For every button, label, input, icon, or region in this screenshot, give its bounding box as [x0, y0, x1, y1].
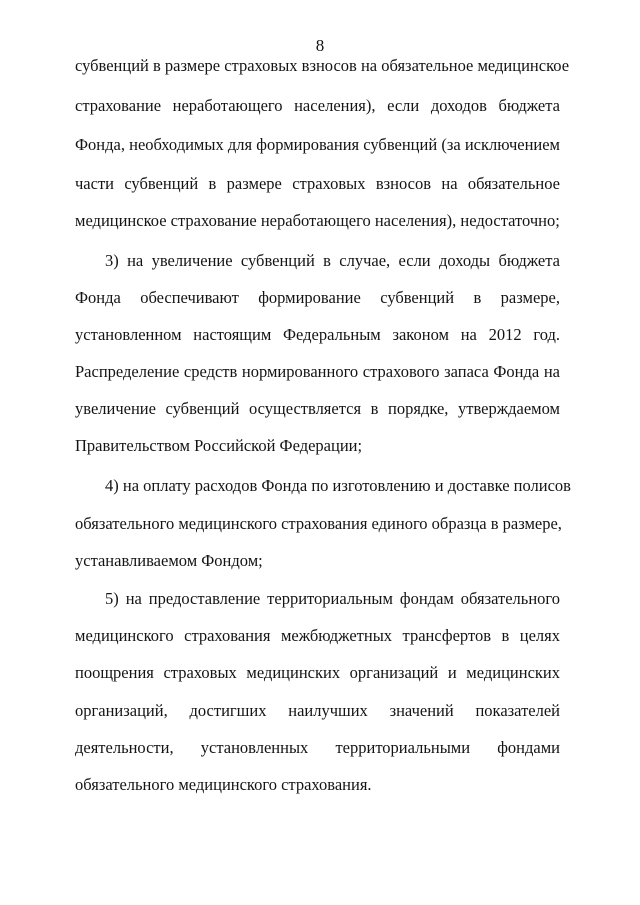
text-line: устанавливаемом Фондом; — [75, 551, 263, 570]
text-line: обязательного медицинского страхования единого образца в размере, — [75, 514, 562, 533]
text-line: медицинского страхования межбюджетных трансфертов в целях — [75, 626, 560, 645]
text-line: 3) на увеличение субвенций в случае, если доходы бюджета — [105, 251, 560, 270]
text-line: страхование неработающего населения), если доходов бюджета — [75, 96, 560, 115]
text-line: установленном настоящим Федеральным законом на 2012 год. — [75, 325, 560, 344]
text-line: Фонда, необходимых для формирования субвенций (за исключением — [75, 135, 560, 154]
text-line: поощрения страховых медицинских организаций и медицинских — [75, 663, 560, 682]
text-line: Распределение средств нормированного страхового запаса Фонда на — [75, 362, 560, 381]
text-line: Правительством Российской Федерации; — [75, 436, 363, 455]
text-line: обязательного медицинского страхования. — [75, 775, 372, 794]
text-line: Фонда обеспечивают формирование субвенций в размере, — [75, 288, 560, 307]
text-line: увеличение субвенций осуществляется в порядке, утверждаемом — [75, 399, 560, 418]
text-line: медицинское страхование неработающего населения), недостаточно; — [75, 211, 560, 230]
text-line: части субвенций в размере страховых взносов на обязательное — [75, 174, 560, 193]
text-line: 5) на предоставление территориальным фондам обязательного — [105, 589, 560, 608]
text-line: 4) на оплату расходов Фонда по изготовлению и доставке полисов — [105, 476, 571, 495]
text-line: субвенций в размере страховых взносов на обязательное медицинское — [75, 56, 570, 75]
text-line: деятельности, установленных территориальными фондами — [75, 738, 560, 757]
text-line: организаций, достигших наилучших значений показателей — [75, 701, 560, 720]
page-number: 8 — [315, 36, 325, 55]
